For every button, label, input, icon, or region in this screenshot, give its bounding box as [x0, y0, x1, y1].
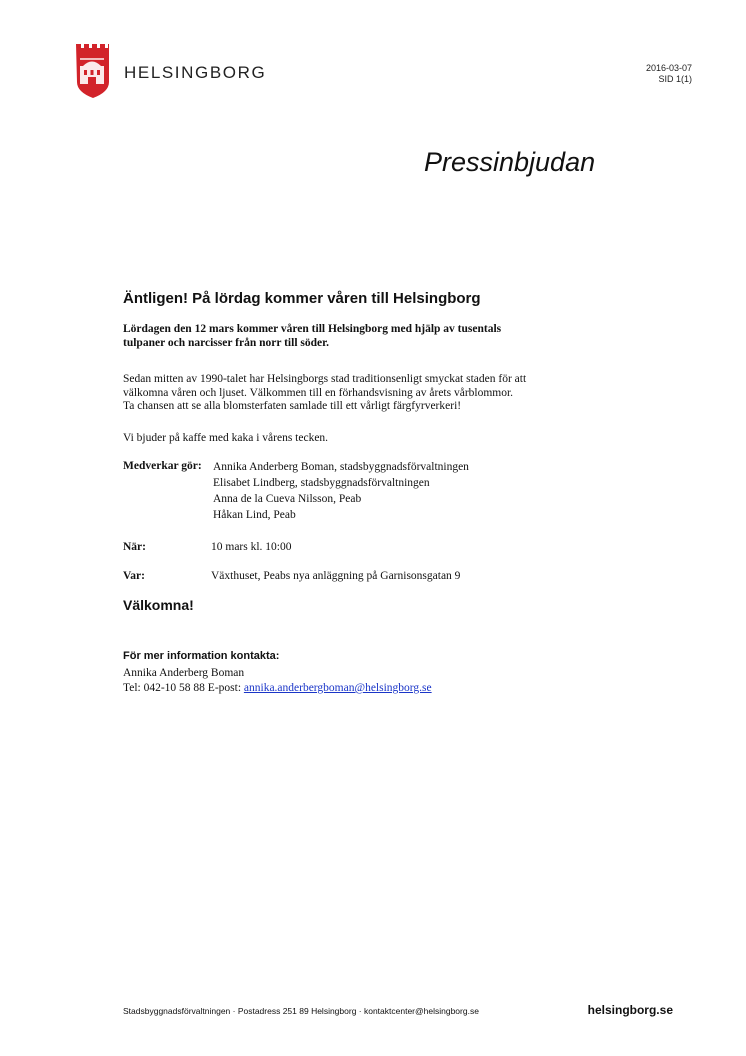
- footer-address: Stadsbyggnadsförvaltningen · Postadress 251 89 Helsingborg · kontaktcenter@helsingborg.se: [123, 1006, 479, 1016]
- when-value: 10 mars kl. 10:00: [211, 541, 292, 553]
- participant: Elisabet Lindberg, stadsbyggnadsförvaltningen: [213, 477, 430, 489]
- body-line: välkomna våren och ljuset. Välkommen till en förhandsvisning av årets vårblommor.: [123, 386, 514, 399]
- document-meta: [646, 63, 692, 84]
- document-type: Pressinbjudan: [424, 147, 596, 177]
- document-date: 2016-03-07: [645, 63, 692, 73]
- lead-line: tulpaner och narcisser från norr till söder.: [123, 336, 330, 349]
- contact-heading: För mer information kontakta:: [123, 650, 280, 662]
- city-crest-logo: [75, 44, 109, 98]
- lead-paragraph: [123, 323, 593, 350]
- participant: Annika Anderberg Boman, stadsbyggnadsförvaltningen: [213, 461, 469, 473]
- when-label: När:: [123, 541, 146, 553]
- participant: Håkan Lind, Peab: [213, 509, 296, 521]
- contact-line: [123, 681, 432, 696]
- contact-phone: Tel: 042-10 58 88 E-post:: [123, 682, 244, 694]
- contact-name: Annika Anderberg Boman: [123, 667, 245, 679]
- where-value: Växthuset, Peabs nya anläggning på Garnisonsgatan 9: [211, 570, 461, 582]
- page-number: SID 1(1): [658, 73, 692, 84]
- participants-list: [213, 459, 469, 523]
- participant: Anna de la Cueva Nilsson, Peab: [213, 493, 362, 505]
- body-paragraph-1: [123, 373, 526, 414]
- footer-website: helsingborg.se: [587, 1003, 673, 1017]
- contact-block: [123, 666, 432, 696]
- body-line: Ta chansen att se alla blomsterfaten samlade till ett vårligt färgfyrverkeri!: [123, 400, 462, 412]
- headline: Äntligen! På lördag kommer våren till Helsingborg: [123, 290, 481, 307]
- lead-line: Lördagen den 12 mars kommer våren till Helsingborg med hjälp av tusentals: [123, 323, 502, 335]
- where-label: Var:: [123, 570, 145, 582]
- brand-name: HELSINGBORG: [124, 63, 267, 82]
- body-paragraph-2: [123, 432, 328, 446]
- participants-label: Medverkar gör:: [123, 460, 202, 472]
- contact-email-link[interactable]: annika.anderbergboman@helsingborg.se: [243, 682, 432, 694]
- welcome-text: Välkomna!: [123, 597, 194, 613]
- body-line: Vi bjuder på kaffe med kaka i vårens tecken.: [123, 432, 329, 444]
- body-line: Sedan mitten av 1990-talet har Helsingborgs stad traditionsenligt smyckat staden för att: [123, 373, 527, 385]
